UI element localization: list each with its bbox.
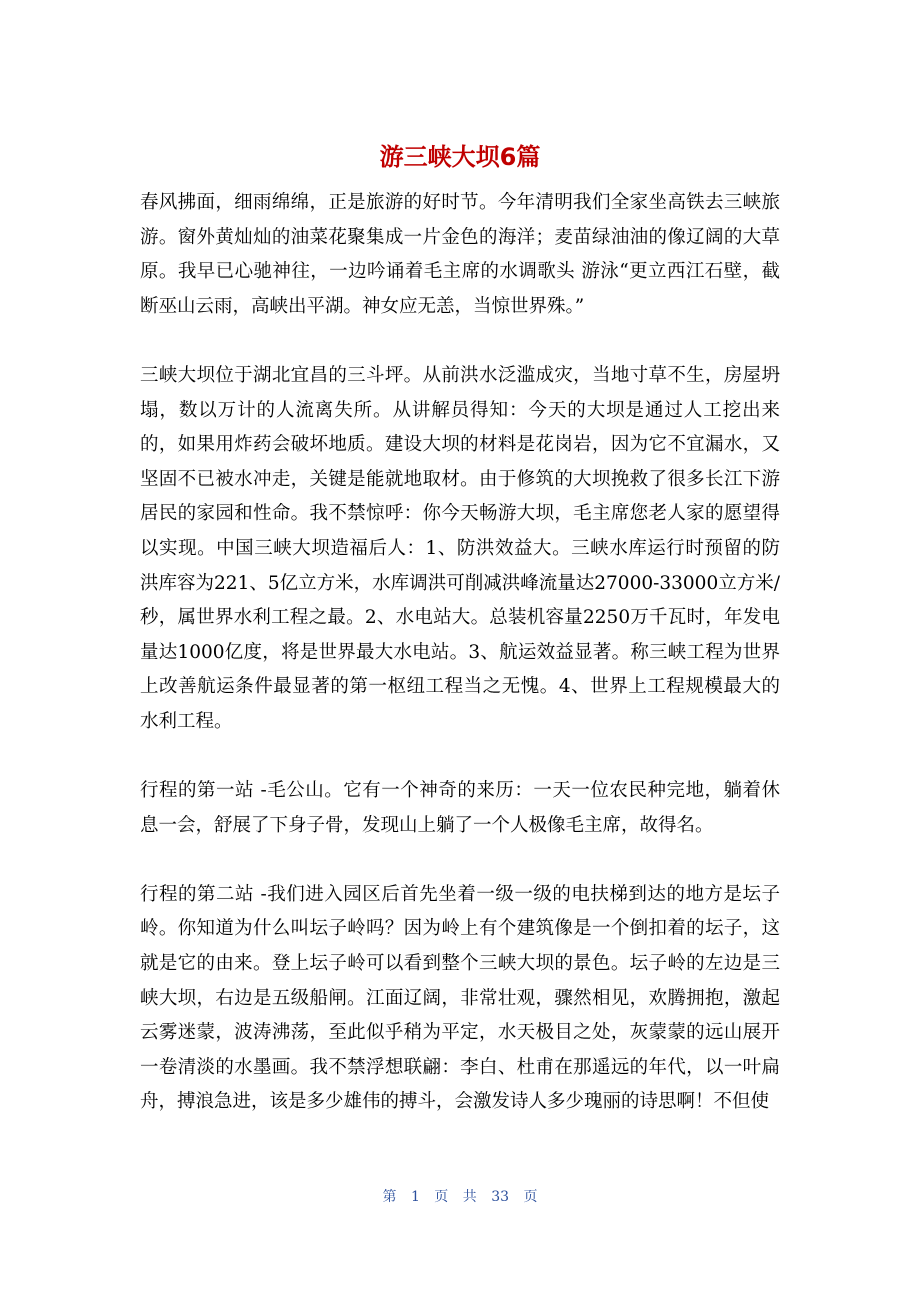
paragraph: 三峡大坝位于湖北宜昌的三斗坪。从前洪水泛滥成灾，当地寸草不生，房屋坍塌，数以万计的人流离失所。从讲解员得知：今天的大坝是通过人工挖出来的，如果用炸药会破坏地质。建设大坝的材料是花岗岩，因为它不宜漏水，又坚固不已被水冲走，关键是能就地取材。由于修筑的大坝挽救了很多长江下游居民的家园和性命。我不禁惊呼：你今天畅游大坝，毛主席您老人家的愿望得以实现。中国三峡大坝造福后人：1、防洪效益大。三峡水库运行时预留的防洪库容为221、5亿立方米，水库调洪可削减洪峰流量达27000-33000立方米/秒，属世界水利工程之最。2、水电站大。总装机容量2250万千瓦时，年发电量达1000亿度，将是世界最大水电站。3、航运效益显著。称三峡工程为世界上改善航运条件最显著的第一枢纽工程当之无愧。4、世界上工程规模最大的水利工程。 <box>140 364 780 732</box>
page-number-label: 第 1 页 共 33 页 <box>382 1189 538 1205</box>
paragraph: 行程的第二站 -我们进入园区后首先坐着一级一级的电扶梯到达的地方是坛子岭。你知道为什么叫坛子岭吗？因为岭上有个建筑像是一个倒扣着的坛子，这就是它的由来。登上坛子岭可以看到整个三峡大坝的景色。坛子岭的左边是三峡大坝，右边是五级船闸。江面辽阔，非常壮观，骤然相见，欢腾拥抱，激起云雾迷蒙，波涛沸荡，至此似乎稍为平定，水天极目之处，灰蒙蒙的远山展开一卷清淡的水墨画。我不禁浮想联翩：李白、杜甫在那遥远的年代，以一叶扁舟，搏浪急进，该是多少雄伟的搏斗，会激发诗人多少瑰丽的诗思啊！不但使 <box>140 883 780 1113</box>
paragraph: 行程的第一站 -毛公山。它有一个神奇的来历：一天一位农民种完地，躺着休息一会，舒展了下身子骨，发现山上躺了一个人极像毛主席，故得名。 <box>140 780 780 836</box>
page-footer <box>0 1186 920 1208</box>
document-title: 游三峡大坝6篇 <box>379 143 541 171</box>
paragraph: 春风拂面，细雨绵绵，正是旅游的好时节。今年清明我们全家坐高铁去三峡旅游。窗外黄灿灿的油菜花聚集成一片金色的海洋；麦苗绿油油的像辽阔的大草原。我早已心驰神往，一边吟诵着毛主席的水调歌头 游泳“更立西江石壁，截断巫山云雨，高峡出平湖。神女应无恙，当惊世界殊。” <box>140 192 780 317</box>
document-body <box>140 186 780 1120</box>
